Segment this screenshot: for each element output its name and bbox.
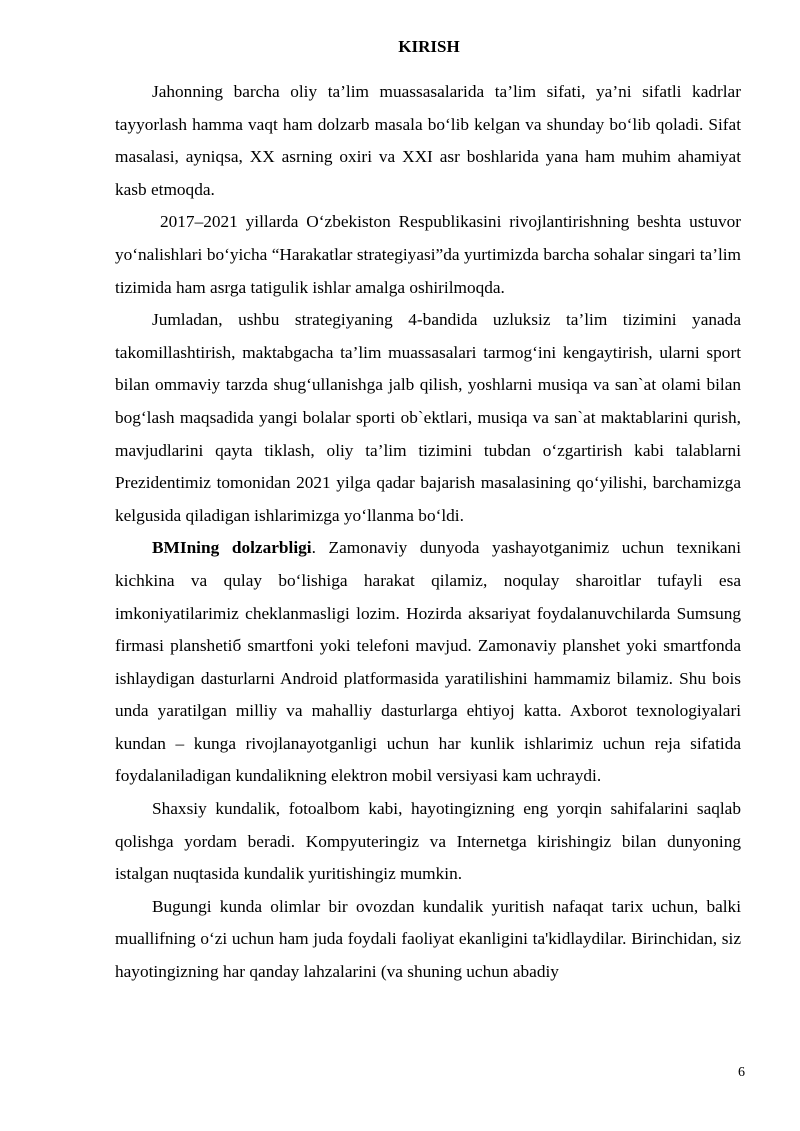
body-text — [115, 76, 741, 989]
page-number: 6 — [738, 1065, 745, 1080]
paragraph-6: Bugungi kunda olimlar bir ovozdan kundalik yuritish nafaqat tarix uchun, balki muallifning o‘zi uchun ham juda foydali faoliyat ekanligini ta'kidlaydilar. Birinchidan, siz hayotingizning har qanday lahzalarini (va shuning uchun abadiy — [115, 896, 741, 982]
paragraph-5: Shaxsiy kundalik, fotoalbom kabi, hayotingizning eng yorqin sahifalarini saqlab qolishga yordam beradi. Kompyuteringiz va Internetga kirishingiz bilan dunyoning istalgan nuqtasida kundalik yuritishingiz mumkin. — [115, 799, 741, 884]
paragraph-3: Jumladan, ushbu strategiyaning 4-bandida uzluksiz ta’lim tizimini yanada takomillashtirish, maktabgacha ta’lim muassasalari tarmog‘ini kengaytirish, ularni sport bilan ommaviy tarzda shug‘ullanishga jalb qilish, yoshlarni musiqa va san`at olami bilan bog‘lash maqsadida yangi bolalar sporti ob`ektlari, musiqa va san`at maktablarini qurish, mavjudlarini qayta tiklash, oliy ta’lim tizimini tubdan o‘zgartirish kabi talablarni Prezidentimiz tomonidan 2021 yilga qadar bajarish masalasining qo‘yilishi, barchamizga kelgusida qiladigan ishlarimizga yo‘llanma bo‘ldi. — [115, 310, 741, 525]
paragraph-4 — [115, 532, 741, 793]
page-title: KIRISH — [398, 37, 460, 56]
paragraph-2: 2017–2021 yillarda O‘zbekiston Respublikasini rivojlantirishning beshta ustuvor yo‘nalishlari bo‘yicha “Harakatlar strategiyasi”da yurtimizda barcha sohalar singari ta’lim tizimida ham asrga tatigulik ishlar amalga oshirilmoqda. — [115, 212, 741, 297]
paragraph-4-body: . Zamonaviy dunyoda yashayotganimiz uchun texnikani kichkina va qulay bo‘lishiga harakat qilamiz, noqulay sharoitlar tufayli esa imkoniyatilarimiz cheklanmasligi lozim. Hozirda aksariyat foydalanuvchilarda Sumsung firmasi planshetiб smartfoni yoki telefoni mavjud. Zamonaviy planshet yoki smartfonda ishlaydigan dasturlarni Android platformasida yaratilishini hammamiz bilamiz. Shu bois unda yaratilgan milliy va mahalliy dasturlarga ehtiyoj katta. Axborot texnologiyalari kundan – kunga rivojlanayotganligi uchun har kunlik ishlarimiz uchun reja sifatida foydalaniladigan kundalikning elektron mobil versiyasi kam uchraydi. — [115, 538, 741, 786]
paragraph-lead-bold: BMIning dolzarbligi — [152, 538, 312, 558]
paragraph-1: Jahonning barcha oliy ta’lim muassasalarida ta’lim sifati, ya’ni sifatli kadrlar tayyorlash hamma vaqt ham dolzarb masala bo‘lib kelgan va shunday bo‘lib qoladi. Sifat masalasi, ayniqsa, XX asrning oxiri va XXI asr boshlarida yana ham muhim ahamiyat kasb etmoqda. — [115, 82, 741, 199]
